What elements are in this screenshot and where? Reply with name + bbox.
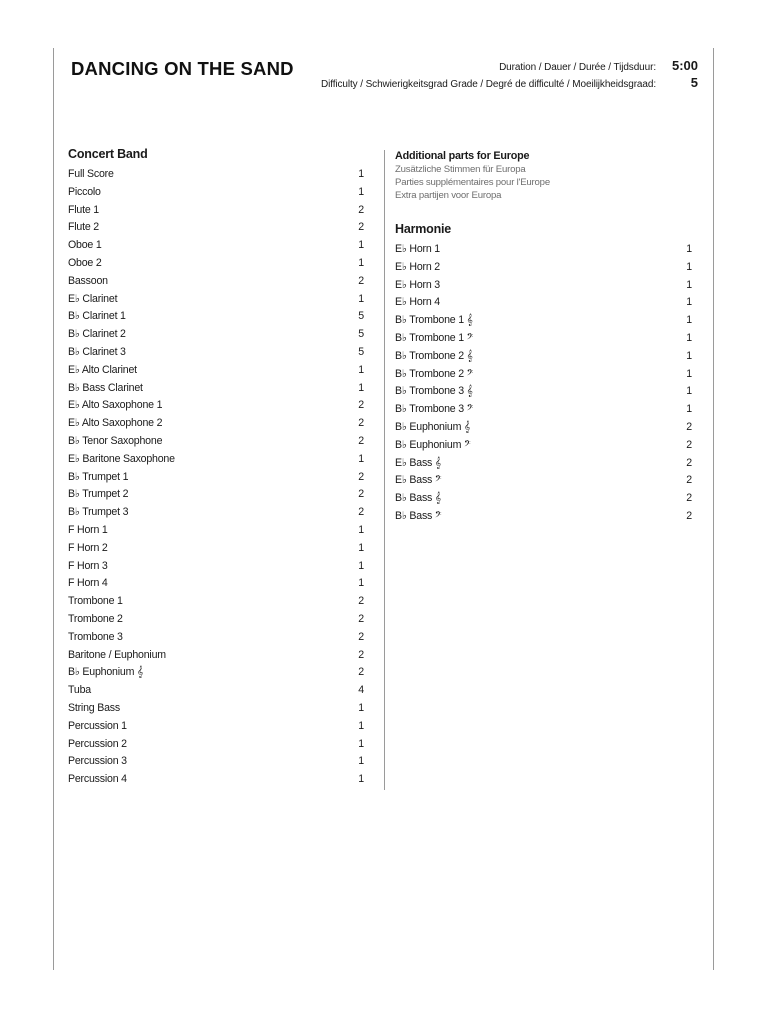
page-rule-right	[713, 48, 714, 970]
difficulty-row	[321, 75, 698, 90]
part-quantity: 1	[358, 577, 364, 590]
part-row	[68, 772, 364, 790]
part-quantity: 2	[686, 420, 692, 433]
part-quantity: 2	[358, 488, 364, 501]
difficulty-label: Difficulty / Schwierigkeitsgrad Grade / Degré de difficulté / Moeilijkheidsgraad:	[320, 79, 656, 90]
part-name: B♭ Trombone 3 𝄞	[395, 385, 473, 398]
part-quantity: 2	[686, 509, 692, 522]
part-name: B♭ Trumpet 2	[68, 488, 129, 501]
part-name: Percussion 4	[68, 773, 127, 786]
part-row	[68, 167, 364, 185]
part-quantity: 2	[686, 492, 692, 505]
part-quantity: 1	[686, 296, 692, 309]
part-row	[68, 452, 364, 470]
part-quantity: 1	[686, 367, 692, 380]
part-quantity: 1	[686, 385, 692, 398]
part-quantity: 2	[358, 203, 364, 216]
part-row	[395, 384, 692, 402]
part-name: E♭ Bass 𝄢	[395, 474, 442, 487]
part-row	[395, 420, 692, 438]
part-quantity: 2	[686, 474, 692, 487]
duration-value: 5:00	[671, 58, 698, 73]
part-row	[68, 665, 364, 683]
part-quantity: 1	[358, 452, 364, 465]
duration-row	[499, 58, 698, 73]
part-name: E♭ Baritone Saxophone	[68, 452, 175, 465]
part-name: E♭ Horn 3	[395, 278, 441, 291]
part-name: B♭ Trombone 2 𝄢	[395, 367, 474, 380]
part-name: E♭ Alto Saxophone 2	[68, 417, 163, 430]
part-name: Bassoon	[68, 274, 108, 287]
part-row	[68, 256, 364, 274]
part-row	[68, 416, 364, 434]
part-quantity: 1	[358, 381, 364, 394]
part-row	[68, 541, 364, 559]
piece-title: DANCING ON THE SAND	[71, 58, 294, 79]
part-row	[68, 203, 364, 221]
part-quantity: 2	[358, 612, 364, 625]
part-quantity: 1	[358, 737, 364, 750]
part-name: F Horn 4	[68, 577, 108, 590]
part-row	[395, 278, 692, 296]
part-name: Percussion 1	[68, 719, 127, 732]
part-quantity: 1	[358, 292, 364, 305]
part-name: B♭ Trumpet 3	[68, 506, 129, 519]
part-name: B♭ Clarinet 2	[68, 328, 126, 341]
part-quantity: 1	[686, 331, 692, 344]
part-name: B♭ Bass 𝄞	[395, 492, 441, 505]
page-rule-left	[53, 48, 54, 970]
part-name: Trombone 2	[68, 612, 123, 625]
difficulty-value: 5	[690, 75, 698, 90]
part-row	[395, 242, 692, 260]
part-name: B♭ Trombone 1 𝄞	[395, 314, 473, 327]
part-quantity: 5	[358, 345, 364, 358]
part-quantity: 2	[358, 595, 364, 608]
part-row	[68, 648, 364, 666]
part-name: E♭ Horn 2	[395, 260, 441, 273]
part-name: E♭ Alto Clarinet	[68, 363, 137, 376]
part-row	[68, 523, 364, 541]
part-quantity: 1	[686, 403, 692, 416]
part-quantity: 1	[358, 773, 364, 786]
part-quantity: 2	[686, 456, 692, 469]
part-name: B♭ Trombone 1 𝄢	[395, 331, 474, 344]
harmonie-parts-list	[395, 242, 692, 527]
part-row	[68, 363, 364, 381]
part-quantity: 1	[358, 541, 364, 554]
part-quantity: 5	[358, 328, 364, 341]
europe-subtitle-de: Zusätzliche Stimmen für Europa	[395, 164, 526, 175]
part-row	[395, 367, 692, 385]
part-quantity: 1	[686, 260, 692, 273]
part-row	[395, 473, 692, 491]
part-row	[68, 220, 364, 238]
part-name: B♭ Bass 𝄢	[395, 509, 442, 522]
part-quantity: 1	[358, 719, 364, 732]
part-row	[68, 576, 364, 594]
part-name: B♭ Bass Clarinet	[68, 381, 143, 394]
part-name: B♭ Tenor Saxophone	[68, 434, 163, 447]
part-row	[68, 292, 364, 310]
part-row	[68, 683, 364, 701]
part-row	[68, 754, 364, 772]
part-name: B♭ Clarinet 1	[68, 310, 126, 323]
part-quantity: 1	[358, 559, 364, 572]
part-name: E♭ Alto Saxophone 1	[68, 399, 163, 412]
part-quantity: 5	[358, 310, 364, 323]
part-row	[68, 594, 364, 612]
part-row	[395, 313, 692, 331]
part-quantity: 1	[358, 168, 364, 180]
part-name: Full Score	[68, 168, 114, 180]
part-name: E♭ Horn 4	[395, 296, 441, 309]
part-name: B♭ Trombone 2 𝄞	[395, 349, 473, 362]
part-quantity: 2	[358, 434, 364, 447]
part-row	[395, 331, 692, 349]
europe-subtitle-fr: Parties supplémentaires pour l'Europe	[395, 177, 550, 188]
part-name: F Horn 2	[68, 541, 108, 554]
part-row	[395, 491, 692, 509]
part-quantity: 2	[358, 417, 364, 430]
part-quantity: 1	[358, 256, 364, 269]
duration-label: Duration / Dauer / Durée / Tijdsduur:	[499, 62, 656, 73]
part-row	[68, 737, 364, 755]
part-name: E♭ Bass 𝄞	[395, 456, 441, 469]
part-name: B♭ Euphonium 𝄢	[395, 438, 471, 451]
part-row	[395, 456, 692, 474]
part-quantity: 1	[358, 363, 364, 376]
part-name: F Horn 3	[68, 559, 108, 572]
part-name: B♭ Euphonium 𝄞	[68, 666, 144, 679]
part-quantity: 1	[686, 243, 692, 255]
part-quantity: 1	[358, 701, 364, 714]
part-quantity: 4	[358, 684, 364, 697]
part-row	[68, 559, 364, 577]
part-name: B♭ Euphonium 𝄞	[395, 420, 471, 433]
part-name: B♭ Clarinet 3	[68, 345, 126, 358]
part-row	[68, 505, 364, 523]
part-quantity: 1	[358, 755, 364, 768]
part-name: Percussion 3	[68, 755, 127, 768]
part-quantity: 1	[686, 349, 692, 362]
europe-subtitle-nl: Extra partijen voor Europa	[395, 190, 502, 201]
part-row	[68, 238, 364, 256]
part-name: Oboe 2	[68, 256, 102, 269]
part-quantity: 2	[358, 666, 364, 679]
part-name: B♭ Trombone 3 𝄢	[395, 403, 474, 416]
part-quantity: 1	[358, 239, 364, 252]
part-name: Percussion 2	[68, 737, 127, 750]
part-row	[395, 438, 692, 456]
part-quantity: 2	[358, 506, 364, 519]
part-name: B♭ Trumpet 1	[68, 470, 129, 483]
part-name: Piccolo	[68, 185, 101, 198]
part-row	[395, 509, 692, 527]
part-row	[68, 470, 364, 488]
part-row	[68, 185, 364, 203]
part-row	[395, 402, 692, 420]
part-row	[68, 434, 364, 452]
part-quantity: 2	[358, 274, 364, 287]
part-quantity: 2	[358, 221, 364, 234]
part-row	[68, 327, 364, 345]
part-name: String Bass	[68, 701, 120, 714]
part-quantity: 2	[358, 470, 364, 483]
part-row	[68, 719, 364, 737]
part-name: Flute 1	[68, 203, 99, 216]
part-quantity: 2	[686, 438, 692, 451]
part-name: F Horn 1	[68, 523, 108, 536]
part-quantity: 1	[686, 314, 692, 327]
part-row	[68, 487, 364, 505]
part-row	[68, 381, 364, 399]
part-name: Flute 2	[68, 221, 99, 234]
part-row	[68, 630, 364, 648]
part-row	[395, 295, 692, 313]
part-name: Baritone / Euphonium	[68, 648, 166, 661]
part-quantity: 2	[358, 648, 364, 661]
part-name: Trombone 1	[68, 595, 123, 608]
part-name: Oboe 1	[68, 239, 102, 252]
part-row	[68, 701, 364, 719]
part-quantity: 2	[358, 630, 364, 643]
part-name: Tuba	[68, 684, 91, 697]
part-row	[68, 309, 364, 327]
part-row	[68, 345, 364, 363]
part-quantity: 1	[358, 185, 364, 198]
part-row	[68, 398, 364, 416]
part-quantity: 1	[358, 523, 364, 536]
part-quantity: 2	[358, 399, 364, 412]
part-name: E♭ Horn 1	[395, 243, 441, 255]
part-name: E♭ Clarinet	[68, 292, 118, 305]
harmonie-heading: Harmonie	[395, 222, 452, 236]
concert-band-parts-list	[68, 167, 364, 790]
part-row	[68, 612, 364, 630]
part-row	[395, 349, 692, 367]
part-quantity: 1	[686, 278, 692, 291]
part-name: Trombone 3	[68, 630, 123, 643]
part-row	[68, 274, 364, 292]
column-divider	[384, 150, 385, 790]
europe-heading: Additional parts for Europe	[395, 150, 530, 162]
concert-band-heading: Concert Band	[68, 147, 148, 161]
part-row	[395, 260, 692, 278]
